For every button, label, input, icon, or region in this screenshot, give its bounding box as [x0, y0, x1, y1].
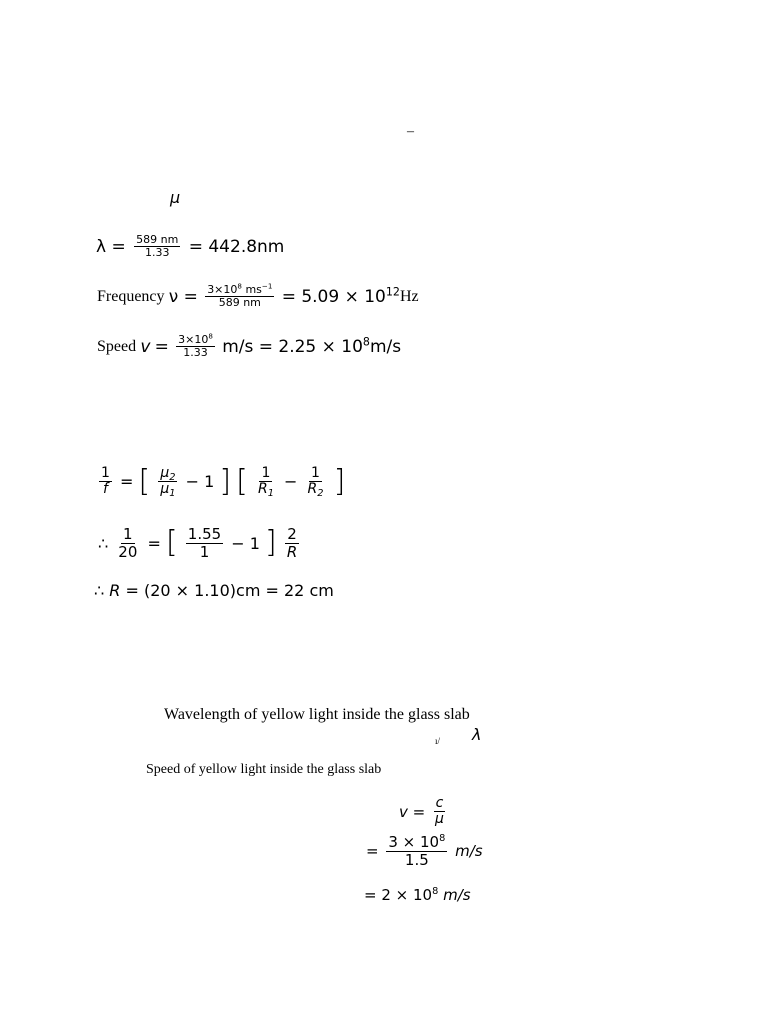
eq7-fraction: [433, 796, 446, 828]
eq4-eq: =: [120, 472, 134, 492]
eq4-r1-fraction: [256, 466, 276, 498]
eq5-one: 1: [123, 525, 133, 543]
eq4-mu1: [158, 481, 177, 500]
eq8-num-exp: 8: [439, 833, 446, 845]
eq3-num-exp: 8: [208, 331, 213, 341]
eq5-two: 2: [287, 525, 297, 543]
eq5-bracket-open: [: [165, 525, 178, 560]
eq5-mu-fraction: [186, 526, 223, 560]
eq4-r1-sub: 1: [267, 488, 274, 500]
eq4-bracket-close-2: ]: [333, 463, 346, 499]
eq1-rhs: = 442.8nm: [188, 236, 285, 257]
eq7-c: c: [435, 795, 444, 811]
eq2-num-base: 3×10: [207, 283, 238, 296]
eq4-r2-fraction: [306, 466, 326, 498]
eq3-rhs-a: m/s = 2.25 × 10: [222, 336, 363, 357]
eq8-numerator: [386, 834, 447, 852]
eq4-mu2-sym: μ: [160, 465, 170, 481]
eq2-rhs-exp: 12: [385, 284, 400, 298]
eq3-denominator: 1.33: [183, 346, 208, 360]
eq5-bracket-close: ]: [265, 525, 277, 560]
eq4-mu2: [158, 466, 177, 482]
eq3-var: v: [140, 336, 151, 357]
eq2-var: ν =: [168, 286, 198, 307]
eq5-r-fraction: [285, 526, 299, 560]
eq4-r2-num: 1: [311, 465, 320, 481]
eq1-fraction: [134, 234, 180, 259]
eq2-num-unit: ms: [241, 283, 262, 296]
eq2-fraction: [205, 281, 274, 310]
eq4-lhs-fraction: [99, 466, 112, 498]
eq2-num-exp: 8: [237, 281, 242, 291]
heading-speed: Speed of yellow light inside the glass slab: [146, 762, 382, 777]
eq4-f: f: [102, 481, 108, 498]
eq8-num-base: 3 × 10: [388, 833, 440, 851]
eq7-eq: =: [412, 802, 426, 821]
equation-v-value: [366, 834, 483, 868]
eq5-therefore: ∴: [98, 533, 109, 553]
eq9-lhs: = 2 × 10: [364, 886, 433, 904]
eq5-eq: =: [147, 533, 161, 553]
eq2-label: Frequency: [97, 287, 165, 305]
eq6-therefore: ∴: [94, 581, 105, 600]
eq5-den: 1: [199, 542, 210, 561]
eq6-r: R: [109, 581, 121, 600]
eq3-rhs: [222, 334, 402, 357]
eq1-lhs: λ =: [96, 236, 126, 257]
eq7-v: v: [399, 802, 408, 821]
eq4-minus: −: [284, 472, 298, 492]
eq2-denominator: 589 nm: [218, 296, 261, 310]
eq9-unit: m/s: [443, 886, 471, 904]
eq5-num: 1.55: [187, 525, 222, 543]
eq4-bracket-open-1: [: [138, 463, 151, 499]
equation-lens-maker: [96, 463, 346, 500]
eq4-minus-one: − 1: [185, 472, 215, 492]
eq2-rhs: [281, 284, 400, 307]
eq3-rhs-b: m/s: [369, 336, 402, 357]
eq4-mu1-sub: 1: [169, 488, 176, 500]
eq5-lhs-fraction: [116, 526, 139, 560]
eq5-twenty: 20: [118, 542, 138, 561]
eq8-denominator: 1.5: [404, 850, 429, 869]
mu-symbol: μ: [170, 188, 181, 207]
eq8-fraction: [386, 834, 447, 868]
equation-v-c-mu: [399, 796, 449, 828]
eq1-denominator: 1.33: [144, 246, 170, 260]
eq7-mu: μ: [435, 811, 444, 828]
eq2-rhs-unit: Hz: [399, 287, 419, 305]
eq8-unit: m/s: [455, 842, 483, 860]
eq4-mu-fraction: [158, 466, 177, 498]
equation-frequency: [97, 281, 419, 310]
eq3-num-base: 3×10: [178, 333, 209, 346]
eq3-label: Speed: [97, 337, 137, 355]
eq3-fraction: [176, 331, 215, 360]
equation-wavelength: [96, 234, 284, 259]
equation-r-result: [94, 581, 334, 600]
eq4-r2-sym: R: [307, 481, 318, 498]
eq1-numerator: 589 nm: [136, 233, 179, 246]
eq4-mu1-sym: μ: [160, 481, 170, 498]
eq4-one: 1: [101, 465, 110, 481]
eq4-r1-num: 1: [261, 465, 271, 481]
eq8-eq: =: [366, 842, 379, 860]
eq9-exp: 8: [432, 886, 439, 898]
eq4-r2: [306, 481, 326, 500]
eq2-num-unit-exp: −1: [261, 281, 273, 291]
equation-solve-r: [98, 526, 302, 560]
lambda-symbol: λ: [472, 725, 482, 744]
eq4-mu2-sub: 2: [169, 471, 176, 483]
stray-mark: ı/: [435, 736, 441, 746]
eq6-rhs: = (20 × 1.10)cm = 22 cm: [120, 581, 334, 600]
eq4-r2-sub: 2: [317, 488, 324, 500]
top-dash-mark: –: [407, 124, 414, 139]
eq3-eq: =: [154, 336, 169, 357]
eq5-minus-one: − 1: [231, 533, 260, 553]
eq3-rhs-exp: 8: [362, 334, 370, 348]
equation-speed: [97, 331, 402, 360]
eq5-r: R: [286, 542, 298, 561]
heading-wavelength: Wavelength of yellow light inside the glass slab: [164, 706, 470, 723]
eq2-rhs-base: = 5.09 × 10: [281, 286, 386, 307]
equation-v-result: [364, 886, 471, 904]
eq4-bracket-close-1: ]: [219, 463, 232, 499]
eq4-r1-sym: R: [257, 481, 268, 498]
eq4-bracket-open-2: [: [236, 463, 248, 499]
eq4-r1: [256, 481, 276, 500]
